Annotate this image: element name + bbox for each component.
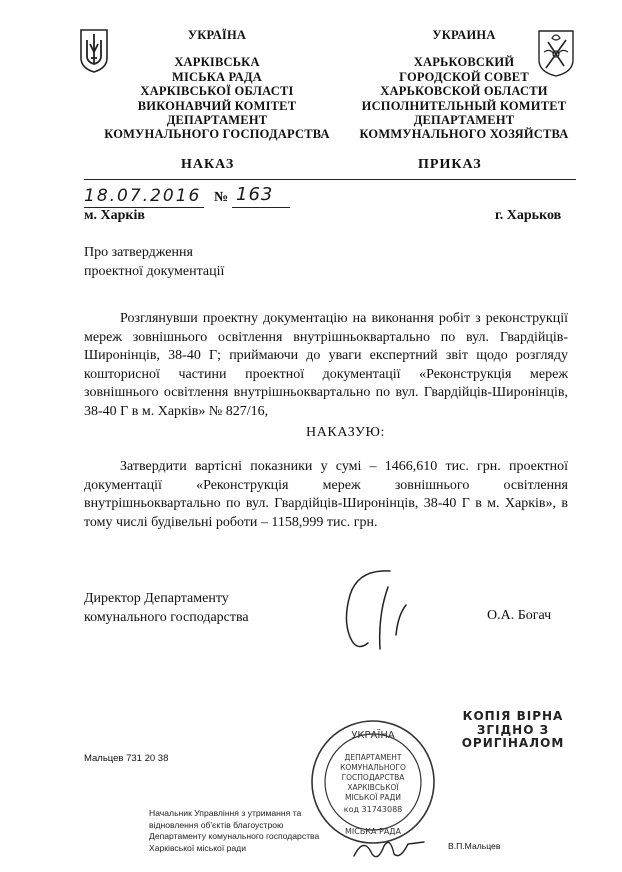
decree-heading: НАКАЗУЮ: bbox=[306, 425, 385, 440]
footnote-signature bbox=[350, 832, 430, 864]
footnote-signer: В.П.Мальцев bbox=[448, 841, 501, 851]
seal-bottom-text: МІСЬКА РАДА bbox=[344, 827, 402, 836]
order-title-ru: ПРИКАЗ bbox=[418, 157, 482, 172]
order-number-label: № bbox=[214, 190, 229, 205]
footnote-line: Харківської міської ради bbox=[149, 842, 246, 853]
header-left-line: МІСЬКА РАДА bbox=[171, 69, 263, 84]
header-left bbox=[92, 28, 342, 142]
seal-line: КОМУНАЛЬНОГО bbox=[340, 763, 406, 772]
country-ru: УКРАИНА bbox=[432, 28, 496, 42]
body-paragraph-2 bbox=[84, 458, 568, 532]
city-ru: г. Харьков bbox=[495, 208, 562, 223]
footnote-line: відновлення об'єктів благоустрою bbox=[149, 819, 284, 830]
header-right-line: ДЕПАРТАМЕНТ bbox=[413, 113, 515, 128]
copy-stamp-line: КОПІЯ ВІРНА bbox=[462, 709, 564, 723]
paragraph-text: Затвердити вартісні показники у сумі – 1466,610 тис. грн. проектної документації «Реконструкція мереж зовнішнього освітлення внутрішньоквартально по вул. Гвардійців-Широнінців, 38-40 Г в м. Харків», в тому числі будівельні роботи – 1158,999 тис. грн. bbox=[84, 459, 568, 530]
header-left-line: ХАРКІВСЬКА bbox=[174, 55, 260, 70]
header-left-line: КОМУНАЛЬНОГО ГОСПОДАРСТВА bbox=[104, 127, 330, 142]
signatory-name: О.А. Богач bbox=[487, 608, 552, 623]
signatory-position-line: комунального господарства bbox=[84, 609, 249, 625]
subject-line: Про затвердження bbox=[84, 245, 193, 260]
header-left-line: ВИКОНАВЧИЙ КОМІТЕТ bbox=[137, 98, 297, 113]
header-right-line: КОММУНАЛЬНОГО ХОЗЯЙСТВА bbox=[359, 127, 569, 142]
header-right bbox=[352, 28, 576, 142]
footnote-line: Начальник Управління з утримання та bbox=[149, 808, 302, 818]
order-number: 163 bbox=[236, 184, 274, 205]
seal-line: ДЕПАРТАМЕНТ bbox=[344, 753, 402, 762]
subject-line: проектної документації bbox=[84, 263, 225, 279]
footnote-block bbox=[149, 808, 319, 854]
header-right-line: ГОРОДСКОЙ СОВЕТ bbox=[399, 69, 529, 84]
seal-line: ГОСПОДАРСТВА bbox=[341, 773, 405, 782]
order-date: 18.07.2016 bbox=[84, 186, 202, 206]
official-round-seal bbox=[309, 718, 437, 846]
header-right-line: ХАРЬКОВСКОЙ ОБЛАСТИ bbox=[380, 84, 548, 99]
header-left-line: ХАРКІВСЬКОЇ ОБЛАСТІ bbox=[140, 84, 294, 99]
signatory-position-line: Директор Департаменту bbox=[84, 591, 229, 606]
header-right-line: ХАРЬКОВСКИЙ bbox=[413, 55, 515, 70]
handwritten-signature bbox=[328, 565, 428, 660]
seal-code: код 31743088 bbox=[343, 805, 403, 814]
order-subject bbox=[84, 244, 224, 281]
header-left-line: ДЕПАРТАМЕНТ bbox=[166, 113, 268, 128]
signatory-position bbox=[84, 590, 249, 627]
copy-certified-stamp bbox=[458, 710, 568, 751]
paragraph-text: Розглянувши проектну документацію на виконання робіт з реконструкції мереж зовнішнього освітлення внутрішньоквартально по вул. Гвардійців-Широнінців, 38-40 Г; приймаючи до уваги експертний звіт щодо розгляду кошторисної частини проектної документації «Реконструкція мереж зовнішнього освітлення внутрішньоквартально по вул. Гвардійців-Широнінців, 38-40 Г в м. Харків» № 827/16, bbox=[84, 311, 568, 419]
seal-top-text: УКРАЇНА bbox=[351, 730, 395, 741]
footnote-line: Департаменту комунального господарства bbox=[149, 831, 320, 842]
copy-stamp-line: ЗГІДНО З bbox=[476, 722, 550, 737]
number-underline bbox=[232, 207, 290, 208]
seal-line: ХАРКІВСЬКОЇ bbox=[347, 783, 399, 792]
copy-stamp-line: ОРИГІНАЛОМ bbox=[461, 736, 565, 750]
order-title-ua: НАКАЗ bbox=[181, 157, 235, 172]
header-right-line: ИСПОЛНИТЕЛЬНЫЙ КОМИТЕТ bbox=[361, 98, 567, 113]
country-ua: УКРАЇНА bbox=[187, 28, 247, 42]
header-rule bbox=[84, 179, 576, 180]
seal-line: МІСЬКОЇ РАДИ bbox=[344, 793, 402, 802]
body-paragraph-1 bbox=[84, 310, 568, 422]
city-ua: м. Харків bbox=[84, 208, 145, 223]
executor-phone: Мальцев 731 20 38 bbox=[84, 753, 169, 764]
